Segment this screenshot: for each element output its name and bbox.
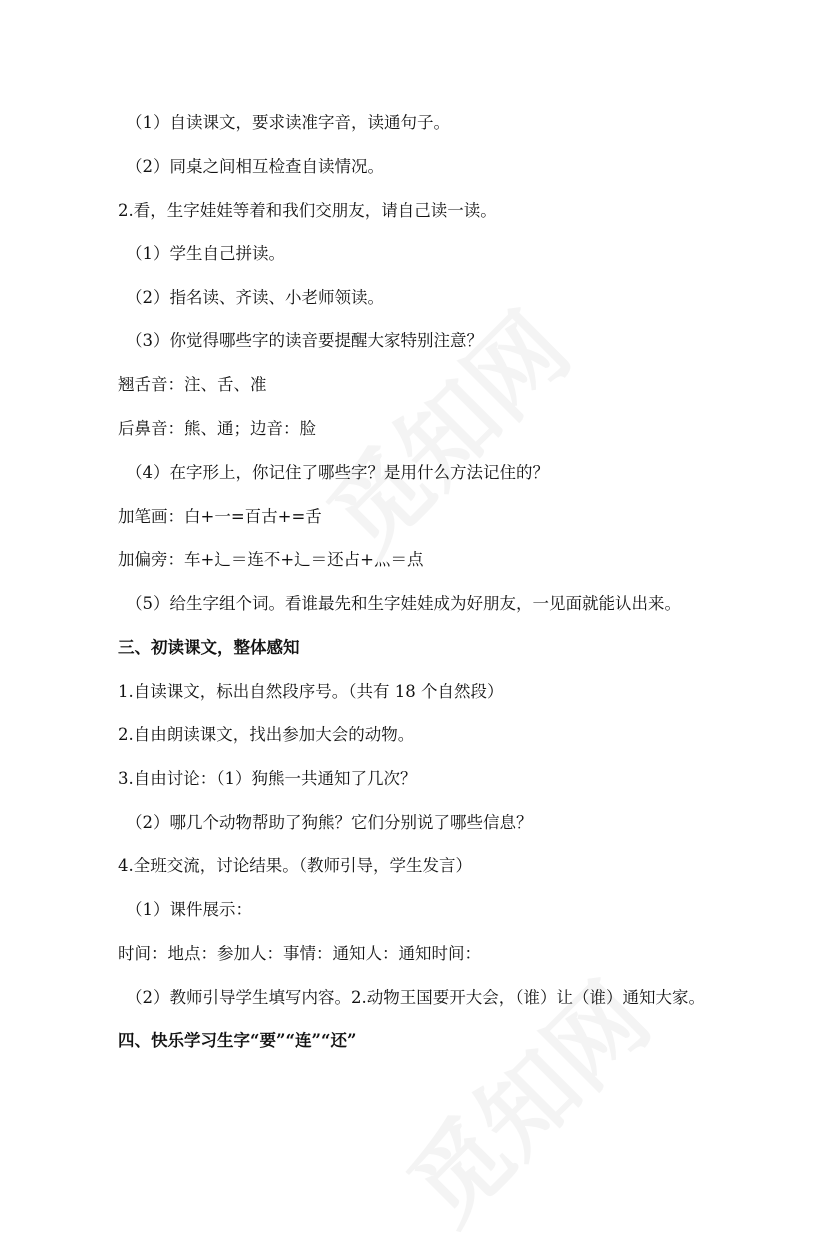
paragraph-line: 加偏旁：车+辶＝连不+辶＝还占+灬＝点 [118,550,424,569]
paragraph-line: 时间：地点：参加人：事情：通知人：通知时间： [118,944,481,963]
paragraph-line: 后鼻音：熊、通；边音：脸 [118,419,316,438]
paragraph-line: 加笔画：白+一=百古+=舌 [118,507,322,526]
paragraph-line: （2）同桌之间相互检查自读情况。 [126,157,384,176]
paragraph-line: 3.自由讨论：（1）狗熊一共通知了几次？ [118,769,417,788]
paragraph-line: （5）给生字组个词。看谁最先和生字娃娃成为好朋友，一见面就能认出来。 [126,594,681,613]
paragraph-line: 4.全班交流，讨论结果。（教师引导，学生发言） [118,856,472,875]
paragraph-line: 2.自由朗读课文，找出参加大会的动物。 [118,725,415,744]
paragraph-line: （2）教师引导学生填写内容。2.动物王国要开大会，（谁）让（谁）通知大家。 [126,988,705,1007]
paragraph-line: 1.自读课文，标出自然段序号。（共有 18 个自然段） [118,682,504,701]
paragraph-line: （1）自读课文，要求读准字音，读通句子。 [126,113,450,132]
paragraph-line: （4）在字形上，你记住了哪些字？是用什么方法记住的？ [126,463,549,482]
paragraph-line: （2）哪几个动物帮助了狗熊？它们分别说了哪些信息？ [126,813,533,832]
paragraph-line: （1）学生自己拼读。 [126,244,285,263]
paragraph-line: 翘舌音：注、舌、准 [118,375,267,394]
section-heading: 三、初读课文，整体感知 [118,638,300,657]
section-heading: 四、快乐学习生字“要”“连”“还” [118,1031,357,1050]
paragraph-line: （3）你觉得哪些字的读音要提醒大家特别注意？ [126,331,483,350]
paragraph-line: （2）指名读、齐读、小老师领读。 [126,288,384,307]
paragraph-line: （1）课件展示： [126,900,252,919]
paragraph-line: 2.看，生字娃娃等着和我们交朋友，请自己读一读。 [118,201,497,220]
